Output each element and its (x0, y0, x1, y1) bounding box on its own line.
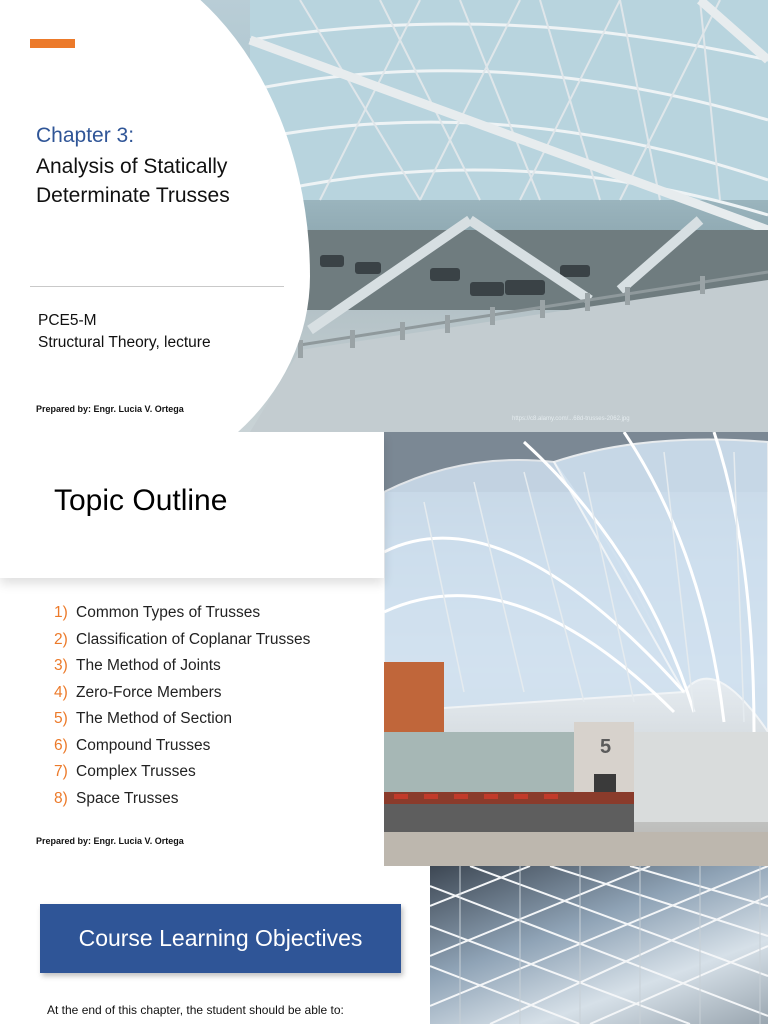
topic-item (54, 763, 310, 790)
course-name: Structural Theory, lecture (38, 334, 211, 351)
topic-label: Zero-Force Members (76, 683, 222, 701)
topic-number: 2) (54, 630, 68, 648)
topic-item (54, 631, 310, 658)
objectives-title: Course Learning Objectives (78, 925, 363, 951)
topic-label: Common Types of Trusses (76, 604, 261, 621)
topic-list (54, 604, 310, 816)
course-code: PCE5-M (38, 312, 97, 329)
objectives-lead: At the end of this chapter, the student should be able to: (47, 1003, 344, 1017)
gate-number: 5 (600, 736, 612, 758)
objectives-slide (0, 866, 768, 1024)
topic-number: 7) (54, 763, 68, 780)
topic-label: Complex Trusses (76, 763, 196, 780)
title-slide (0, 0, 768, 432)
chapter-label: Chapter 3: (36, 124, 135, 147)
topic-label: The Method of Section (76, 710, 232, 727)
topic-item (54, 737, 310, 764)
course-info (38, 310, 211, 354)
topic-item (54, 790, 310, 817)
topic-label: Compound Trusses (76, 736, 211, 754)
accent-bar (30, 39, 75, 48)
topic-number: 4) (54, 683, 68, 701)
outline-title: Topic Outline (54, 484, 228, 517)
objectives-title-box (40, 904, 401, 973)
chapter-title-line-2: Determinate Trusses (36, 184, 230, 207)
topic-number: 5) (54, 710, 68, 727)
terminal-hall-photo (384, 432, 768, 866)
topic-item (54, 710, 310, 737)
outline-slide (0, 432, 768, 866)
space-truss-photo (430, 866, 768, 1024)
image-credit: https://c8.alamy.com/...68d-trusses-2062.jpg (512, 416, 630, 422)
topic-number: 1) (54, 604, 68, 621)
topic-label: Space Trusses (76, 789, 179, 807)
divider (30, 286, 284, 287)
topic-item (54, 657, 310, 684)
topic-label: Classification of Coplanar Trusses (76, 630, 311, 648)
topic-item (54, 684, 310, 711)
chapter-title-line-1: Analysis of Statically (36, 155, 228, 178)
outline-header (0, 432, 384, 578)
topic-item (54, 604, 310, 631)
chapter-title (36, 152, 230, 210)
topic-label: The Method of Joints (76, 657, 221, 674)
topic-number: 6) (54, 736, 68, 754)
topic-number: 3) (54, 657, 68, 674)
prepared-by: Prepared by: Engr. Lucia V. Ortega (36, 404, 184, 414)
prepared-by: Prepared by: Engr. Lucia V. Ortega (36, 836, 184, 846)
topic-number: 8) (54, 789, 68, 807)
